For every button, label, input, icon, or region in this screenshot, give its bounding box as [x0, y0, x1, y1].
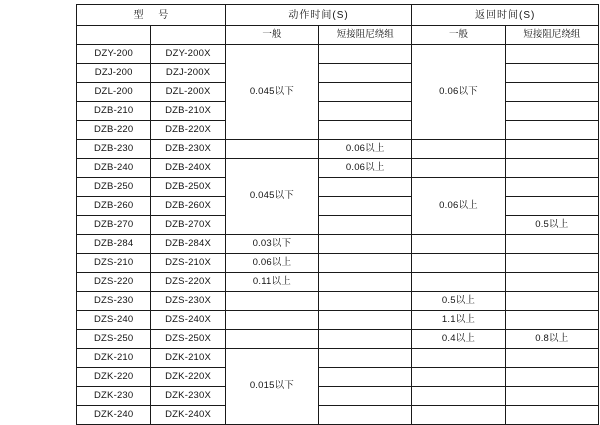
cell-model-b — [151, 254, 225, 273]
table-row — [77, 102, 599, 121]
model-a-text: DZS-220 — [93, 275, 134, 287]
table-row — [77, 64, 599, 83]
operate-normal-text: 0.015以下 — [249, 380, 295, 392]
cell-model-a — [77, 140, 151, 159]
cell-operate-damped — [319, 121, 412, 140]
model-b-text: DZB-220X — [165, 123, 212, 135]
model-a-text: DZK-230 — [93, 389, 134, 401]
cell-operate-normal — [225, 159, 318, 235]
return-normal-text: 0.4以上 — [441, 332, 476, 344]
cell-model-a — [77, 349, 151, 368]
cell-model-a — [77, 197, 151, 216]
cell-return-damped — [505, 368, 598, 387]
cell-model-a — [77, 292, 151, 311]
relay-timing-table — [76, 4, 599, 425]
cell-operate-normal — [225, 235, 318, 254]
table-row — [77, 273, 599, 292]
cell-return-normal — [412, 292, 505, 311]
cell-return-damped — [505, 349, 598, 368]
header-operate-normal: 一般 — [225, 26, 318, 45]
model-b-text: DZB-260X — [165, 199, 212, 211]
model-b-text: DZS-250X — [165, 332, 212, 344]
cell-return-damped — [505, 197, 598, 216]
table-row — [77, 292, 599, 311]
cell-return-normal — [412, 178, 505, 235]
cell-return-normal — [412, 368, 505, 387]
model-b-text: DZB-270X — [165, 218, 212, 230]
model-a-text: DZS-250 — [93, 332, 134, 344]
header-group-return-time-label: 返回时间(S) — [475, 9, 536, 21]
cell-return-normal — [412, 311, 505, 330]
model-a-text: DZB-270 — [93, 218, 134, 230]
cell-return-damped — [505, 159, 598, 178]
model-a-text: DZK-210 — [93, 351, 134, 363]
cell-return-normal — [412, 45, 505, 140]
cell-return-damped — [505, 216, 598, 235]
cell-model-a — [77, 64, 151, 83]
cell-operate-damped — [319, 64, 412, 83]
cell-return-damped — [505, 387, 598, 406]
cell-return-damped — [505, 45, 598, 64]
cell-return-damped — [505, 140, 598, 159]
cell-operate-damped — [319, 311, 412, 330]
model-a-text: DZB-240 — [93, 161, 134, 173]
header-group-operate-time — [225, 5, 412, 26]
return-damped-text: 0.8以上 — [535, 332, 569, 344]
table-row — [77, 45, 599, 64]
cell-model-a — [77, 330, 151, 349]
cell-model-b — [151, 235, 225, 254]
table-row — [77, 387, 599, 406]
cell-operate-damped — [319, 178, 412, 197]
cell-model-b — [151, 197, 225, 216]
table-row — [77, 121, 599, 140]
table-row — [77, 349, 599, 368]
cell-return-damped — [505, 254, 598, 273]
model-b-text: DZB-240X — [165, 161, 212, 173]
cell-operate-damped — [319, 102, 412, 121]
header-return-damped: 短接阻尼绕组 — [505, 26, 598, 45]
cell-return-damped — [505, 235, 598, 254]
model-a-text: DZK-220 — [93, 370, 134, 382]
table-row — [77, 197, 599, 216]
model-a-text: DZS-210 — [93, 256, 134, 268]
operate-damped-text: 0.06以上 — [345, 161, 385, 173]
model-b-text: DZK-210X — [165, 351, 212, 363]
cell-return-damped — [505, 178, 598, 197]
model-b-text: DZL-200X — [165, 85, 211, 97]
cell-return-normal — [412, 235, 505, 254]
cell-return-normal — [412, 387, 505, 406]
cell-model-b — [151, 387, 225, 406]
table-row — [77, 330, 599, 349]
cell-operate-damped — [319, 197, 412, 216]
model-a-text: DZB-250 — [93, 180, 134, 192]
cell-model-b — [151, 368, 225, 387]
cell-operate-damped — [319, 159, 412, 178]
cell-operate-damped — [319, 216, 412, 235]
cell-model-b — [151, 102, 225, 121]
table-row — [77, 83, 599, 102]
cell-model-a — [77, 178, 151, 197]
cell-return-damped — [505, 330, 598, 349]
model-a-text: DZB-230 — [93, 142, 134, 154]
cell-return-damped — [505, 292, 598, 311]
return-damped-text: 0.5以上 — [535, 218, 569, 230]
model-a-text: DZB-260 — [93, 199, 134, 211]
cell-model-b — [151, 64, 225, 83]
table-row — [77, 159, 599, 178]
model-a-text: DZB-284 — [93, 237, 134, 249]
model-b-text: DZK-220X — [165, 370, 212, 382]
operate-normal-text: 0.11以上 — [252, 275, 291, 287]
return-normal-text: 1.1以上 — [441, 313, 476, 325]
model-b-text: DZB-230X — [165, 142, 212, 154]
cell-operate-damped — [319, 83, 412, 102]
cell-model-b — [151, 140, 225, 159]
cell-return-damped — [505, 64, 598, 83]
model-a-text: DZB-210 — [93, 104, 134, 116]
cell-return-normal — [412, 159, 505, 178]
cell-model-b — [151, 406, 225, 425]
cell-return-damped — [505, 406, 598, 425]
cell-model-b — [151, 330, 225, 349]
model-b-text: DZJ-200X — [165, 66, 211, 78]
cell-model-a — [77, 159, 151, 178]
model-b-text: DZK-230X — [165, 389, 212, 401]
cell-return-normal — [412, 406, 505, 425]
cell-model-b — [151, 349, 225, 368]
header-group-return-time — [412, 5, 599, 26]
table-header-sub-row — [77, 26, 599, 45]
cell-operate-damped — [319, 406, 412, 425]
model-a-text: DZS-230 — [93, 294, 134, 306]
cell-return-normal — [412, 349, 505, 368]
model-b-text: DZS-230X — [165, 294, 212, 306]
table-row — [77, 254, 599, 273]
return-normal-text: 0.06以下 — [439, 85, 478, 97]
cell-operate-damped — [319, 368, 412, 387]
model-a-text: DZS-240 — [93, 313, 134, 325]
model-b-text: DZK-240X — [165, 408, 212, 420]
return-normal-text: 0.5以上 — [441, 294, 476, 306]
cell-operate-damped — [319, 273, 412, 292]
cell-model-a — [77, 102, 151, 121]
model-a-text: DZL-200 — [94, 85, 133, 97]
cell-return-damped — [505, 83, 598, 102]
cell-operate-damped — [319, 387, 412, 406]
cell-return-normal — [412, 140, 505, 159]
header-return-normal: 一般 — [412, 26, 505, 45]
cell-return-damped — [505, 121, 598, 140]
cell-return-damped — [505, 273, 598, 292]
table-row — [77, 235, 599, 254]
cell-model-a — [77, 311, 151, 330]
cell-operate-normal — [225, 349, 318, 425]
cell-model-b — [151, 216, 225, 235]
header-model-col-b — [151, 26, 225, 45]
model-b-text: DZY-200X — [165, 47, 211, 59]
operate-normal-text: 0.06以上 — [252, 256, 292, 268]
header-operate-damped: 短接阻尼绕组 — [319, 26, 412, 45]
model-a-text: DZJ-200 — [94, 66, 133, 78]
cell-operate-damped — [319, 292, 412, 311]
model-a-text: DZY-200 — [94, 47, 133, 59]
cell-return-normal — [412, 330, 505, 349]
model-b-text: DZB-210X — [165, 104, 212, 116]
cell-model-b — [151, 159, 225, 178]
table-row — [77, 140, 599, 159]
cell-model-b — [151, 311, 225, 330]
cell-operate-normal — [225, 273, 318, 292]
header-model-label: 型 号 — [133, 9, 175, 21]
cell-operate-damped — [319, 330, 412, 349]
table-row — [77, 178, 599, 197]
return-normal-text: 0.06以上 — [439, 199, 478, 211]
cell-model-b — [151, 121, 225, 140]
table-row — [77, 368, 599, 387]
operate-damped-text: 0.06以上 — [345, 142, 385, 154]
model-b-text: DZB-250X — [165, 180, 212, 192]
cell-operate-normal — [225, 311, 318, 330]
cell-model-a — [77, 254, 151, 273]
cell-model-b — [151, 83, 225, 102]
table-header-top-row — [77, 5, 599, 26]
model-a-text: DZK-240 — [93, 408, 134, 420]
cell-return-normal — [412, 254, 505, 273]
cell-model-a — [77, 387, 151, 406]
cell-model-a — [77, 83, 151, 102]
operate-normal-text: 0.045以下 — [249, 190, 295, 202]
cell-model-b — [151, 178, 225, 197]
cell-operate-normal — [225, 140, 318, 159]
cell-operate-normal — [225, 330, 318, 349]
cell-operate-damped — [319, 45, 412, 64]
model-b-text: DZS-210X — [165, 256, 212, 268]
cell-operate-normal — [225, 45, 318, 140]
cell-model-b — [151, 273, 225, 292]
cell-model-b — [151, 45, 225, 64]
header-model — [77, 5, 226, 26]
model-b-text: DZS-240X — [165, 313, 212, 325]
table-row — [77, 216, 599, 235]
cell-model-a — [77, 45, 151, 64]
cell-operate-normal — [225, 254, 318, 273]
spec-table-container — [76, 4, 600, 425]
operate-normal-text: 0.045以下 — [249, 85, 295, 97]
cell-operate-damped — [319, 235, 412, 254]
operate-normal-text: 0.03以下 — [252, 237, 292, 249]
cell-operate-damped — [319, 349, 412, 368]
cell-model-a — [77, 406, 151, 425]
table-row — [77, 406, 599, 425]
header-group-operate-time-label: 动作时间(S) — [288, 9, 349, 21]
cell-model-a — [77, 368, 151, 387]
cell-return-damped — [505, 102, 598, 121]
cell-operate-damped — [319, 140, 412, 159]
table-row — [77, 311, 599, 330]
cell-operate-damped — [319, 254, 412, 273]
cell-model-a — [77, 216, 151, 235]
cell-return-normal — [412, 273, 505, 292]
cell-return-damped — [505, 311, 598, 330]
cell-model-a — [77, 273, 151, 292]
cell-operate-normal — [225, 292, 318, 311]
cell-model-a — [77, 235, 151, 254]
model-a-text: DZB-220 — [93, 123, 134, 135]
cell-model-a — [77, 121, 151, 140]
header-model-col-a — [77, 26, 151, 45]
cell-model-b — [151, 292, 225, 311]
model-b-text: DZB-284X — [165, 237, 212, 249]
model-b-text: DZS-220X — [165, 275, 212, 287]
